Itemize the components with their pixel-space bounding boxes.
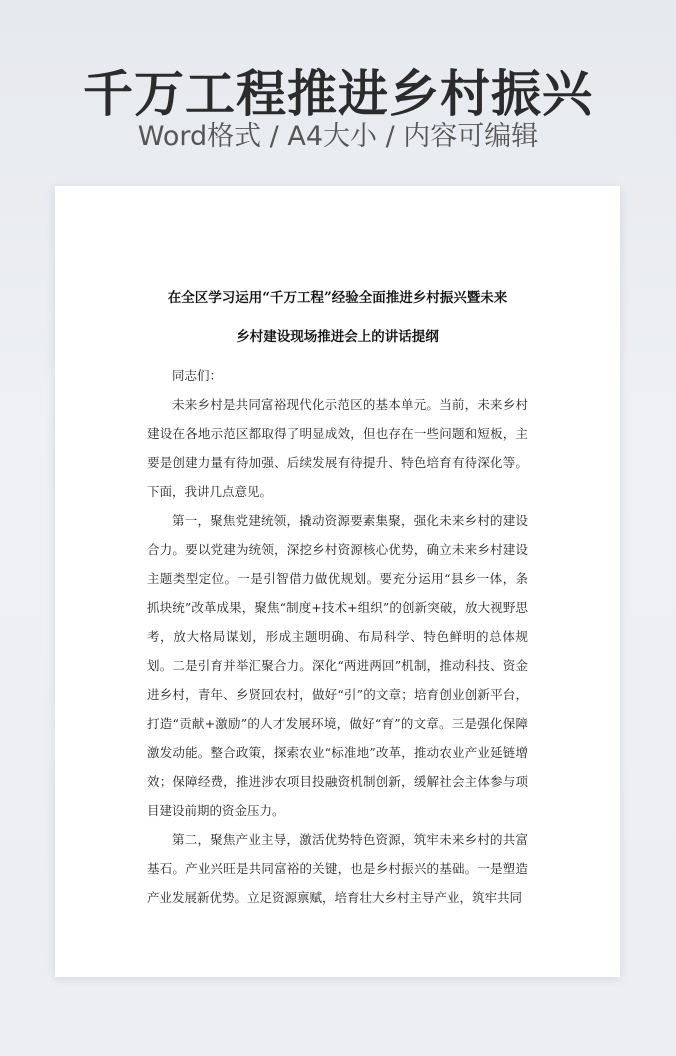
banner-subtitle: Word格式 / A4大小 / 内容可编辑 xyxy=(137,121,539,152)
document-title xyxy=(55,279,620,357)
banner-title: 千万工程推进乡村振兴 xyxy=(83,65,593,123)
document-title-line-2: 乡村建设现场推进会上的讲话提纲 xyxy=(236,329,439,345)
promo-banner xyxy=(0,0,676,180)
document-body xyxy=(147,361,528,912)
salutation: 同志们： xyxy=(172,368,223,383)
paragraph-intro: 未来乡村是共同富裕现代化示范区的基本单元。当前，未来乡村建设在各地示范区都取得了明显成效，但也存在一些问题和短板，主要是创建力量有待加强、后续发展有待提升、特色培育有待深化等。下面，我讲几点意见。 xyxy=(147,397,528,499)
document-title-line-1: 在全区学习运用“千万工程”经验全面推进乡村振兴暨未来 xyxy=(167,290,508,306)
paragraph-first-point: 第一，聚焦党建统领，撬动资源要素集聚，强化未来乡村的建设合力。要以党建为统领，深挖乡村资源核心优势，确立未来乡村建设主题类型定位。一是引智借力做优规划。要充分运用“县乡一体，条抓块统”改革成果，聚焦“制度+技术+组织”的创新突破，放大视野思考，放大格局谋划，形成主题明确、布局科学、特色鲜明的总体规划。二是引育并举汇聚合力。深化“两进两回”机制，推动科技、资金进乡村，青年、乡贤回农村，做好“引”的文章；培育创业创新平台，打造“贡献+激励”的人才发展环境，做好“育”的文章。三是强化保障激发动能。整合政策，探索农业“标准地”改革，推动农业产业延链增效；保障经费，推进涉农项目投融资机制创新，缓解社会主体参与项目建设前期的资金压力。 xyxy=(147,513,528,818)
document-page xyxy=(55,186,620,977)
paragraph-second-point: 第二，聚焦产业主导，激活优势特色资源，筑牢未来乡村的共富基石。产业兴旺是共同富裕的关键，也是乡村振兴的基础。一是塑造产业发展新优势。立足资源禀赋，培育壮大乡村主导产业，筑牢共同 xyxy=(147,832,528,905)
